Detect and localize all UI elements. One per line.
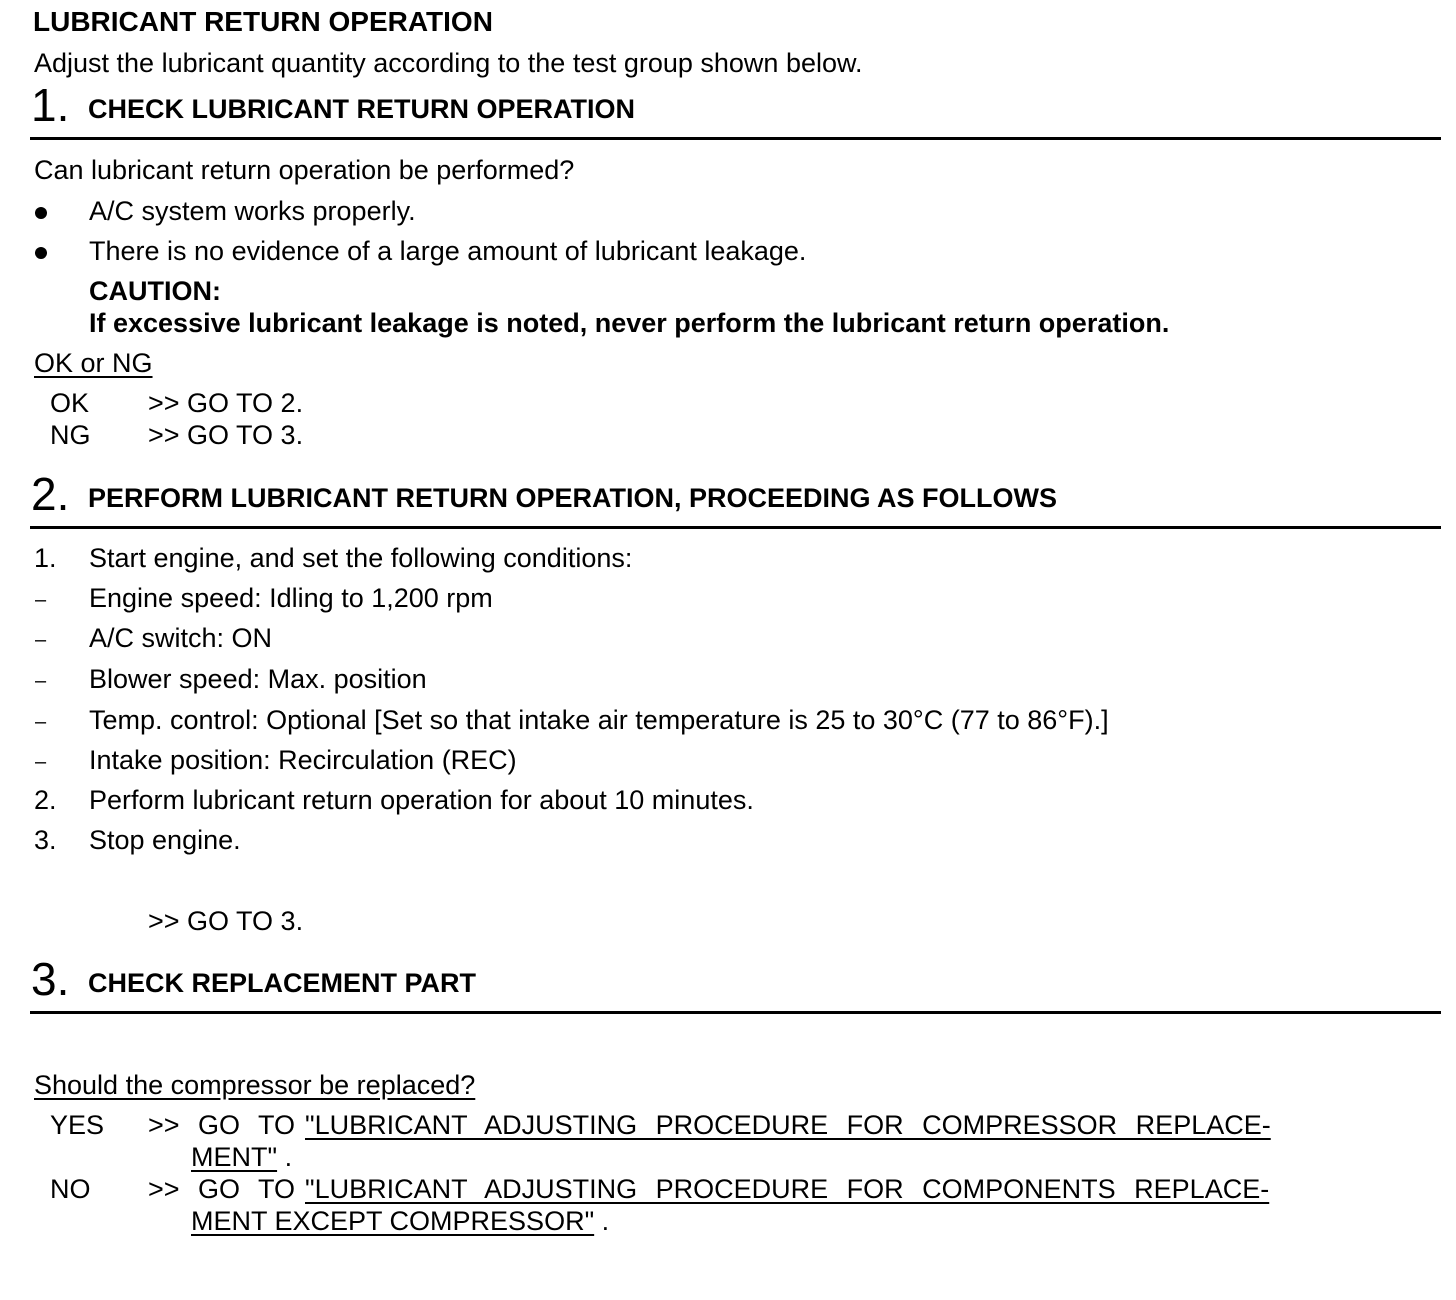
step-1-divider — [30, 137, 1441, 140]
procedure-item: Engine speed: Idling to 1,200 rpm — [89, 583, 493, 613]
caution-text: If excessive lubricant leakage is noted, never perform the lubricant return operation. — [89, 308, 1170, 338]
step-1-number: 1. — [31, 79, 70, 131]
step-1-result-label: OK or NG — [34, 348, 153, 378]
procedure-item: Start engine, and set the following conditions: — [89, 543, 633, 573]
step-2-heading: PERFORM LUBRICANT RETURN OPERATION, PROCEEDING AS FOLLOWS — [88, 483, 1057, 513]
result-prefix-no: >> GO TO — [148, 1174, 296, 1204]
step-1-heading: CHECK LUBRICANT RETURN OPERATION — [88, 94, 635, 124]
link-components-replacement-cont[interactable]: MENT EXCEPT COMPRESSOR" — [191, 1206, 595, 1236]
result-key-no: NO — [50, 1174, 91, 1204]
step-2-divider — [30, 526, 1441, 529]
step-1-question: Can lubricant return operation be performed? — [34, 155, 575, 185]
dash-marker: – — [35, 711, 47, 733]
step-1-bullet-1: A/C system works properly. — [89, 196, 416, 226]
link-components-replacement[interactable]: "LUBRICANT ADJUSTING PROCEDURE FOR COMPONENTS REPLACE- — [305, 1174, 1270, 1204]
dash-marker: – — [35, 670, 47, 692]
procedure-marker: 3. — [34, 825, 57, 855]
link-compressor-replacement[interactable]: "LUBRICANT ADJUSTING PROCEDURE FOR COMPRESSOR REPLACE- — [305, 1110, 1271, 1140]
result-prefix-yes: >> GO TO — [148, 1110, 296, 1140]
step-2-number: 2. — [31, 468, 70, 520]
dash-marker: – — [35, 589, 47, 611]
result-key-ok: OK — [50, 388, 90, 418]
result-key-ng: NG — [50, 420, 91, 450]
result-action-ng[interactable]: >> GO TO 3. — [148, 420, 304, 450]
procedure-item: Blower speed: Max. position — [89, 664, 427, 694]
dash-marker: – — [35, 751, 47, 773]
step-3-question: Should the compressor be replaced? — [34, 1070, 476, 1100]
bullet-icon — [35, 207, 47, 219]
bullet-icon — [35, 247, 47, 259]
procedure-item: Temp. control: Optional [Set so that intake air temperature is 25 to 30°C (77 to 86°F).] — [89, 705, 1109, 735]
step-2-next-link[interactable]: >> GO TO 3. — [148, 906, 304, 936]
procedure-item: Stop engine. — [89, 825, 241, 855]
result-suffix: . — [594, 1206, 610, 1236]
page-title: LUBRICANT RETURN OPERATION — [33, 6, 493, 37]
dash-marker: – — [35, 629, 47, 651]
procedure-item: A/C switch: ON — [89, 623, 273, 653]
link-compressor-replacement-cont[interactable]: MENT" — [191, 1142, 278, 1172]
step-3-heading: CHECK REPLACEMENT PART — [88, 968, 477, 998]
procedure-marker: 2. — [34, 785, 57, 815]
procedure-marker: 1. — [34, 543, 57, 573]
step-3-number: 3. — [31, 953, 70, 1005]
result-suffix: . — [277, 1142, 293, 1172]
intro-text: Adjust the lubricant quantity according to the test group shown below. — [34, 48, 863, 78]
step-3-divider — [30, 1011, 1441, 1014]
procedure-item: Intake position: Recirculation (REC) — [89, 745, 517, 775]
caution-label: CAUTION: — [89, 276, 221, 306]
procedure-item: Perform lubricant return operation for about 10 minutes. — [89, 785, 754, 815]
step-1-bullet-2: There is no evidence of a large amount of lubricant leakage. — [89, 236, 807, 266]
result-action-ok[interactable]: >> GO TO 2. — [148, 388, 304, 418]
result-key-yes: YES — [50, 1110, 105, 1140]
